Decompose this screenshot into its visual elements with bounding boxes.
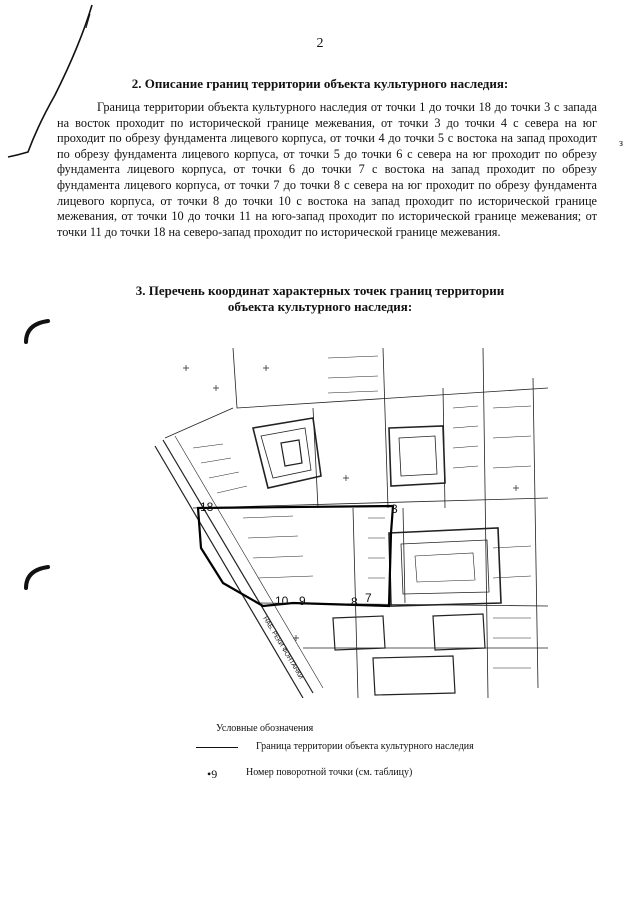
legend-boundary-line [196, 747, 238, 748]
stray-margin-mark: з [619, 138, 623, 149]
section2-body-text: Граница территории объекта культурного наследия от точки 1 до точки 18 до точки 3 с запада на восток проходит по исторической границе межевания, от точки 3 до точки 4 с севера на юг проходит по обрезу фундамента лицевого корпуса, от точки 4 до точки 5 с востока на запад проходит по обрезу фундамента лицевого корпуса, от точки 5 до точки 6 с севера на юг проходит по обрезу фундамента лицевого корпуса, от точки 6 до точки 7 с востока на запад проходит по обрезу фундамента лицевого корпуса, от точки 7 до точки 8 с севера на юг проходит по обрезу фундамента лицевого корпуса, от точки 8 до точки 10 с востока на запад проходит по исторической границе межевания, от точки 10 до точки 11 на юго-запад проходит по исторической границе межевания; от точки 11 до точки 18 на северо-запад проходит по исторической границе межевания. [57, 100, 597, 239]
legend-boundary-label: Граница территории объекта культурного наследия [256, 741, 474, 752]
map-point-label-8: 8 [351, 595, 358, 609]
legend-title: Условные обозначения [216, 723, 314, 734]
map-point-label-9: 9 [299, 594, 306, 608]
margin-hook-mark-lower [22, 564, 52, 590]
page-number: 2 [316, 36, 324, 51]
legend-point-symbol: •9 [207, 767, 218, 781]
map-point-label-18: 18 [200, 500, 214, 514]
map-point-label-7: 7 [365, 591, 372, 605]
section3-heading [0, 283, 640, 315]
section3-heading-line1: 3. Перечень координат характерных точек границ территории [135, 283, 505, 298]
margin-hook-mark-upper [22, 318, 52, 344]
legend-point-label: Номер поворотной точки (см. таблицу) [246, 767, 413, 778]
map-point-label-3: 3 [391, 502, 398, 516]
map-point-label-10: 10 [275, 594, 289, 608]
section3-heading-line2: объекта культурного наследия: [227, 299, 413, 314]
section2-heading: 2. Описание границ территории объекта культурного наследия: [131, 76, 509, 91]
map-street-label: НАБ. РЕКИ ФОНТАНКИ [261, 615, 305, 681]
cadastral-map [153, 348, 548, 698]
